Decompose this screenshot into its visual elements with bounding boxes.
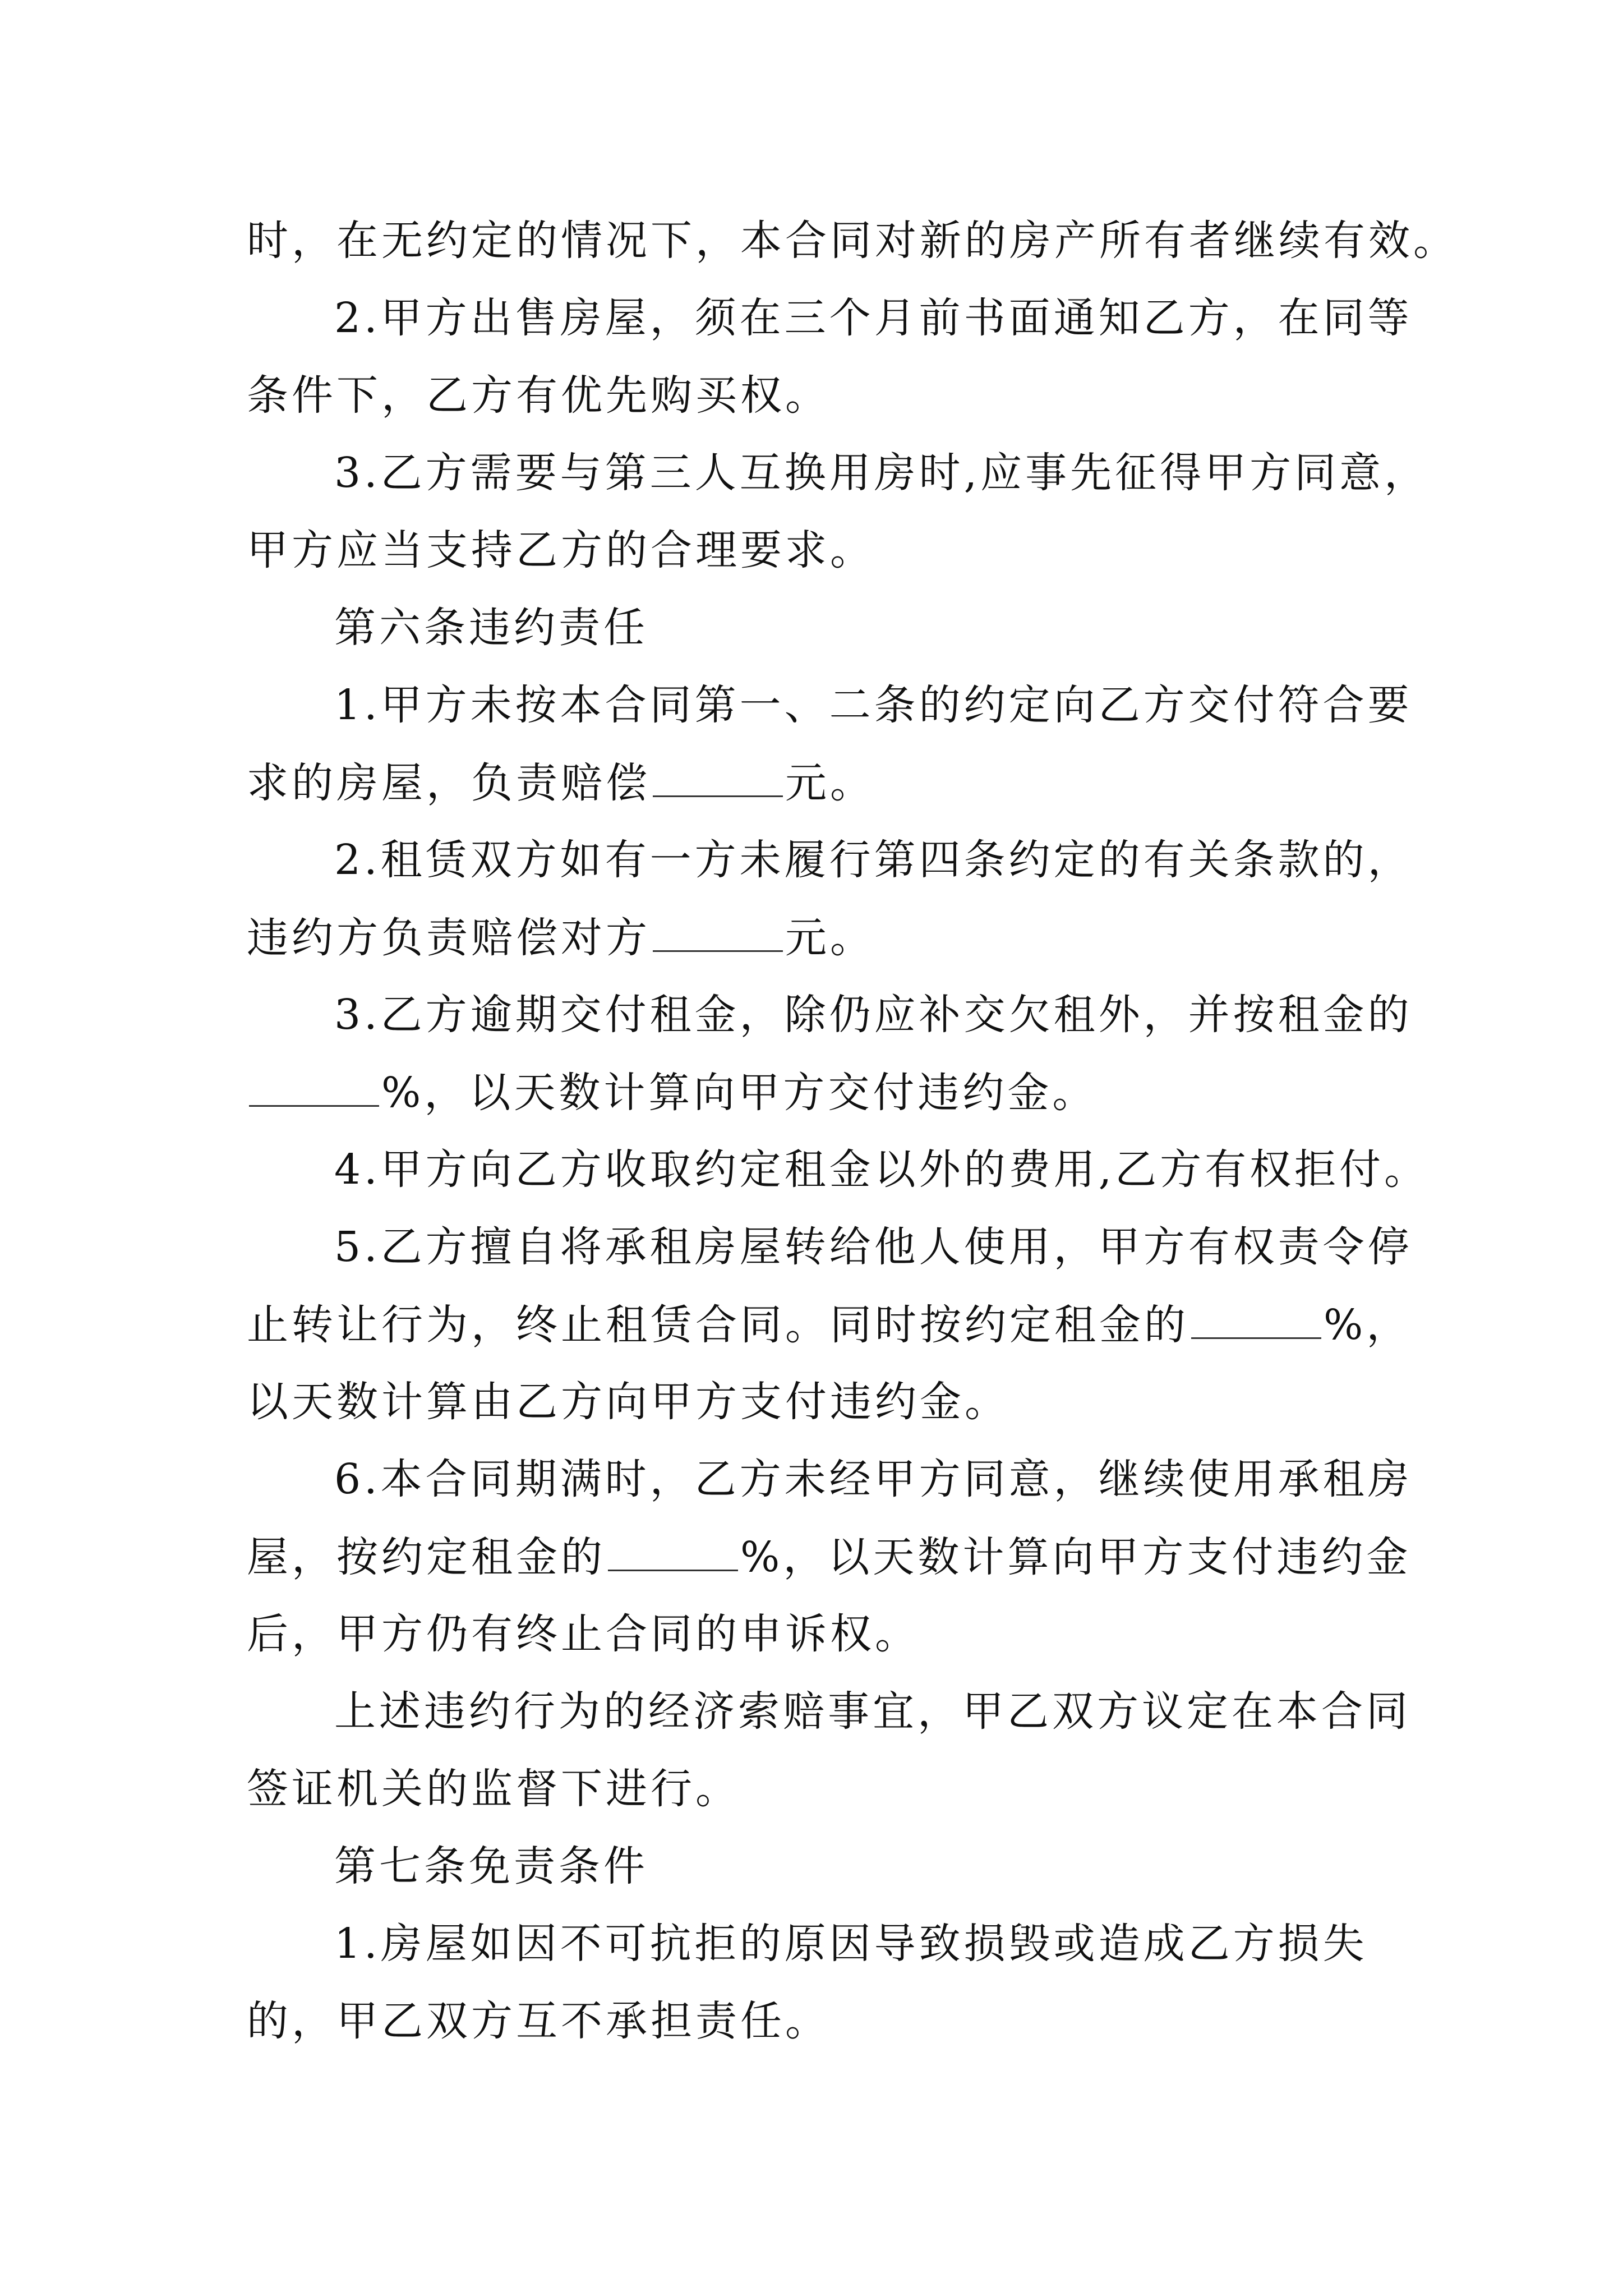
text-line	[247, 1301, 1412, 1349]
text-segment: %，	[1324, 1301, 1412, 1349]
fill-in-blank	[608, 1536, 738, 1571]
text-line: 的，甲乙双方互不承担责任。	[247, 1997, 830, 2045]
text-line	[247, 1069, 1098, 1117]
text-segment: 元。	[785, 759, 875, 807]
text-line: 1.甲方未按本合同第一、二条的约定向乙方交付符合要	[334, 681, 1413, 729]
text-segment: %，以天数计算向甲方支付违约金	[740, 1533, 1412, 1581]
text-line: 上述违约行为的经济索赔事宜，甲乙双方议定在本合同	[334, 1687, 1411, 1736]
fill-in-blank	[249, 1071, 379, 1107]
text-line: 5.乙方擅自将承租房屋转给他人使用，甲方有权责令停	[334, 1223, 1413, 1271]
fill-in-blank	[653, 762, 783, 797]
text-line: 3.乙方逾期交付租金，除仍应补交欠租外，并按租金的	[334, 991, 1413, 1039]
text-line: 3.乙方需要与第三人互换用房时,应事先征得甲方同意，	[334, 449, 1430, 497]
text-segment: 求的房屋，负责赔偿	[247, 759, 651, 807]
text-line: 甲方应当支持乙方的合理要求。	[247, 526, 875, 574]
text-line: 4.甲方向乙方收取约定租金以外的费用,乙方有权拒付。	[334, 1145, 1430, 1194]
section-heading: 第七条免责条件	[334, 1842, 648, 1890]
text-segment: 违约方负责赔偿对方	[247, 914, 651, 962]
text-segment: 屋，按约定租金的	[247, 1533, 606, 1581]
text-line: 1.房屋如因不可抗拒的原因导致损毁或造成乙方损失	[334, 1920, 1368, 1968]
text-line: 以天数计算由乙方向甲方支付违约金。	[247, 1378, 1009, 1426]
text-segment: 止转让行为，终止租赁合同。同时按约定租金的	[247, 1301, 1189, 1349]
fill-in-blank	[653, 917, 783, 952]
text-line: 条件下，乙方有优先购买权。	[247, 371, 830, 420]
text-line	[247, 1533, 1412, 1581]
text-line: 后，甲方仍有终止合同的申诉权。	[247, 1610, 920, 1658]
section-heading: 第六条违约责任	[334, 604, 648, 652]
text-line: 6.本合同期满时，乙方未经甲方同意，继续使用承租房	[334, 1455, 1413, 1503]
text-segment: %，以天数计算向甲方交付违约金。	[381, 1069, 1098, 1117]
text-line: 时，在无约定的情况下，本合同对新的房产所有者继续有效。	[247, 217, 1458, 265]
text-line: 签证机关的监督下进行。	[247, 1765, 740, 1813]
fill-in-blank	[1191, 1304, 1321, 1339]
text-line: 2.甲方出售房屋，须在三个月前书面通知乙方，在同等	[334, 294, 1413, 342]
text-segment: 元。	[785, 914, 875, 962]
text-line	[247, 914, 875, 962]
text-line: 2.租赁双方如有一方未履行第四条约定的有关条款的，	[334, 836, 1413, 884]
text-line	[247, 759, 875, 807]
